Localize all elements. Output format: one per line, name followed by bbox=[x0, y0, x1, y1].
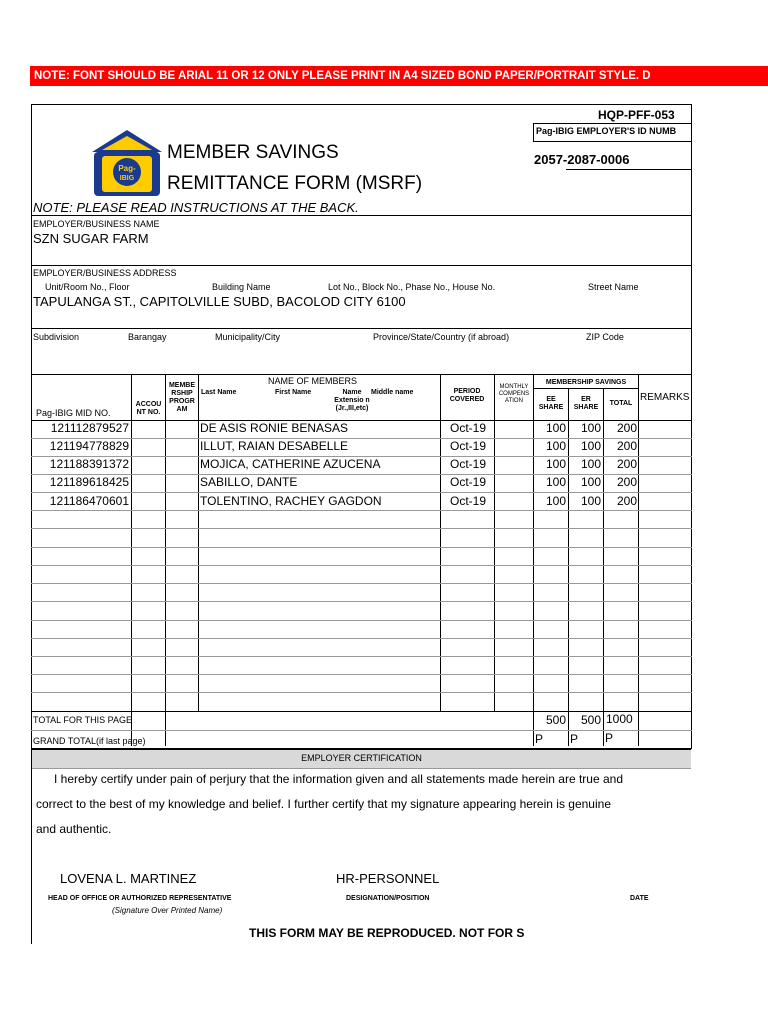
col-period-header: PERIOD COVERED bbox=[449, 388, 485, 403]
employer-name-label: EMPLOYER/BUSINESS NAME bbox=[33, 219, 160, 229]
period-cell[interactable]: Oct-19 bbox=[450, 494, 487, 508]
gridline bbox=[31, 510, 692, 511]
er-cell[interactable]: 100 bbox=[580, 494, 601, 508]
total-cell[interactable]: 200 bbox=[616, 494, 637, 508]
col-total-header: TOTAL bbox=[609, 400, 633, 407]
ee-cell[interactable]: 100 bbox=[545, 421, 566, 435]
signature-label: HEAD OF OFFICE OR AUTHORIZED REPRESENTATIVE bbox=[48, 895, 232, 902]
member-name-cell[interactable]: SABILLO, DANTE bbox=[200, 475, 298, 489]
col-line bbox=[165, 374, 166, 746]
total-cell[interactable]: 200 bbox=[616, 457, 637, 471]
signatory-name[interactable]: LOVENA L. MARTINEZ bbox=[60, 871, 197, 886]
print-note-banner: NOTE: FONT SHOULD BE ARIAL 11 OR 12 ONLY PLEASE PRINT IN A4 SIZED BOND PAPER/PORTRAIT STYLE. D bbox=[30, 66, 768, 86]
divider bbox=[31, 215, 692, 216]
mid-cell[interactable]: 121112879527 bbox=[50, 421, 129, 435]
address-label: EMPLOYER/BUSINESS ADDRESS bbox=[33, 268, 177, 278]
employer-name-field[interactable]: SZN SUGAR FARM bbox=[33, 231, 149, 246]
member-name-cell[interactable]: ILLUT, RAIAN DESABELLE bbox=[200, 439, 349, 453]
col-program-header: MEMBE RSHIP PROGR AM bbox=[168, 382, 196, 413]
form-right-border bbox=[691, 104, 692, 749]
col-remarks-header: REMARKS bbox=[640, 392, 690, 403]
divider bbox=[533, 123, 534, 141]
gridline bbox=[31, 583, 692, 584]
grand-total-ee[interactable]: P bbox=[535, 732, 544, 746]
cert-line-1: I hereby certify under pain of perjury that the information given and all statements made herein are true and bbox=[54, 772, 623, 786]
designation-label: DESIGNATION/POSITION bbox=[346, 895, 430, 902]
reproduction-notice: THIS FORM MAY BE REPRODUCED. NOT FOR S bbox=[249, 926, 525, 940]
date-label: DATE bbox=[630, 895, 649, 902]
employer-id-number[interactable]: 2057-2087-0006 bbox=[534, 152, 630, 167]
mid-cell[interactable]: 121194778829 bbox=[49, 439, 129, 453]
gridline bbox=[31, 638, 692, 639]
total-page-total[interactable]: 1000 bbox=[606, 712, 633, 726]
col-line bbox=[440, 374, 441, 711]
gridline bbox=[31, 528, 692, 529]
grand-total-total[interactable]: P bbox=[605, 731, 614, 745]
member-name-cell[interactable]: DE ASIS RONIE BENASAS bbox=[200, 421, 349, 435]
gridline bbox=[31, 656, 692, 657]
er-cell[interactable]: 100 bbox=[580, 475, 601, 489]
barangay-label: Barangay bbox=[128, 332, 167, 342]
col-extension-header: Name Extensio n (Jr.,III,etc) bbox=[334, 389, 370, 412]
lot-label: Lot No., Block No., Phase No., House No. bbox=[328, 282, 496, 292]
col-monthly-header: MONTHLY COMPENS ATION bbox=[498, 384, 530, 404]
total-cell[interactable]: 200 bbox=[616, 421, 637, 435]
names-group-header: NAME OF MEMBERS bbox=[268, 376, 358, 386]
certification-header bbox=[32, 749, 691, 769]
ee-cell[interactable]: 100 bbox=[545, 494, 566, 508]
savings-group-header: MEMBERSHIP SAVINGS bbox=[545, 379, 627, 386]
form-left-border bbox=[31, 104, 32, 944]
street-label: Street Name bbox=[588, 282, 639, 292]
designation-field[interactable]: HR-PERSONNEL bbox=[336, 871, 440, 886]
instructions-note: NOTE: PLEASE READ INSTRUCTIONS AT THE BACK. bbox=[33, 200, 359, 215]
gridline bbox=[31, 565, 692, 566]
form-title-line2: REMITTANCE FORM (MSRF) bbox=[167, 173, 423, 194]
ee-cell[interactable]: 100 bbox=[545, 475, 566, 489]
form-top-border bbox=[31, 104, 692, 105]
signature-sublabel: (Signature Over Printed Name) bbox=[112, 906, 223, 915]
col-line bbox=[638, 374, 639, 746]
col-middlename-header: Middle name bbox=[371, 389, 414, 396]
total-cell[interactable]: 200 bbox=[616, 439, 637, 453]
gridline bbox=[31, 547, 692, 548]
gridline bbox=[31, 730, 692, 731]
period-cell[interactable]: Oct-19 bbox=[450, 457, 487, 471]
total-page-er[interactable]: 500 bbox=[580, 713, 601, 727]
province-label: Province/State/Country (if abroad) bbox=[373, 332, 510, 342]
divider bbox=[533, 141, 691, 142]
total-cell[interactable]: 200 bbox=[616, 475, 637, 489]
mid-cell[interactable]: 121186470601 bbox=[49, 494, 129, 508]
divider bbox=[31, 265, 692, 266]
divider bbox=[533, 123, 691, 124]
form-code: HQP-PFF-053 bbox=[598, 108, 675, 122]
subdivision-label: Subdivision bbox=[33, 332, 80, 342]
svg-text:Pag-: Pag- bbox=[118, 164, 136, 173]
total-page-ee[interactable]: 500 bbox=[545, 713, 566, 727]
divider bbox=[533, 388, 638, 389]
col-ee-header: EE SHARE bbox=[538, 396, 564, 411]
municipality-label: Municipality/City bbox=[215, 332, 281, 342]
period-cell[interactable]: Oct-19 bbox=[450, 475, 487, 489]
address-field[interactable]: TAPULANGA ST., CAPITOLVILLE SUBD, BACOLOD CITY 6100 bbox=[33, 294, 406, 309]
certification-title: EMPLOYER CERTIFICATION bbox=[301, 753, 422, 763]
col-line bbox=[494, 374, 495, 711]
divider bbox=[566, 169, 691, 170]
gridline bbox=[31, 601, 692, 602]
gridline bbox=[31, 692, 692, 693]
employer-id-label: Pag-IBIG EMPLOYER'S ID NUMB bbox=[536, 126, 677, 136]
col-lastname-header: Last Name bbox=[201, 389, 237, 396]
member-name-cell[interactable]: MOJICA, CATHERINE AZUCENA bbox=[200, 457, 381, 471]
col-firstname-header: First Name bbox=[275, 389, 312, 396]
er-cell[interactable]: 100 bbox=[580, 421, 601, 435]
col-er-header: ER SHARE bbox=[573, 396, 599, 411]
col-line bbox=[131, 374, 132, 746]
form-title-line1: MEMBER SAVINGS bbox=[167, 142, 339, 163]
period-cell[interactable]: Oct-19 bbox=[450, 439, 487, 453]
unit-label: Unit/Room No., Floor bbox=[45, 282, 130, 292]
er-cell[interactable]: 100 bbox=[580, 439, 601, 453]
mid-cell[interactable]: 121188391372 bbox=[49, 457, 129, 471]
building-label: Building Name bbox=[212, 282, 271, 292]
total-page-label: TOTAL FOR THIS PAGE bbox=[33, 715, 133, 725]
gridline bbox=[31, 674, 692, 675]
col-line bbox=[198, 374, 199, 711]
ee-cell[interactable]: 100 bbox=[545, 439, 566, 453]
mid-cell[interactable]: 121189618425 bbox=[49, 475, 129, 489]
ee-cell[interactable]: 100 bbox=[545, 457, 566, 471]
svg-text:IBIG: IBIG bbox=[119, 175, 135, 182]
er-cell[interactable]: 100 bbox=[580, 457, 601, 471]
pagibig-logo bbox=[90, 128, 164, 198]
grand-total-er[interactable]: P bbox=[570, 732, 579, 746]
member-name-cell[interactable]: TOLENTINO, RACHEY GAGDON bbox=[200, 494, 382, 508]
col-account-header: ACCOU NT NO. bbox=[135, 401, 162, 416]
cert-line-2: correct to the best of my knowledge and belief. I further certify that my signature appearing herein is genuine bbox=[36, 797, 611, 811]
col-mid-header: Pag-IBIG MID NO. bbox=[36, 408, 111, 418]
zip-label: ZIP Code bbox=[586, 332, 624, 342]
divider bbox=[31, 328, 692, 329]
gridline bbox=[31, 620, 692, 621]
cert-line-3: and authentic. bbox=[36, 822, 112, 836]
period-cell[interactable]: Oct-19 bbox=[450, 421, 487, 435]
grand-total-label: GRAND TOTAL(if last page) bbox=[33, 736, 146, 746]
